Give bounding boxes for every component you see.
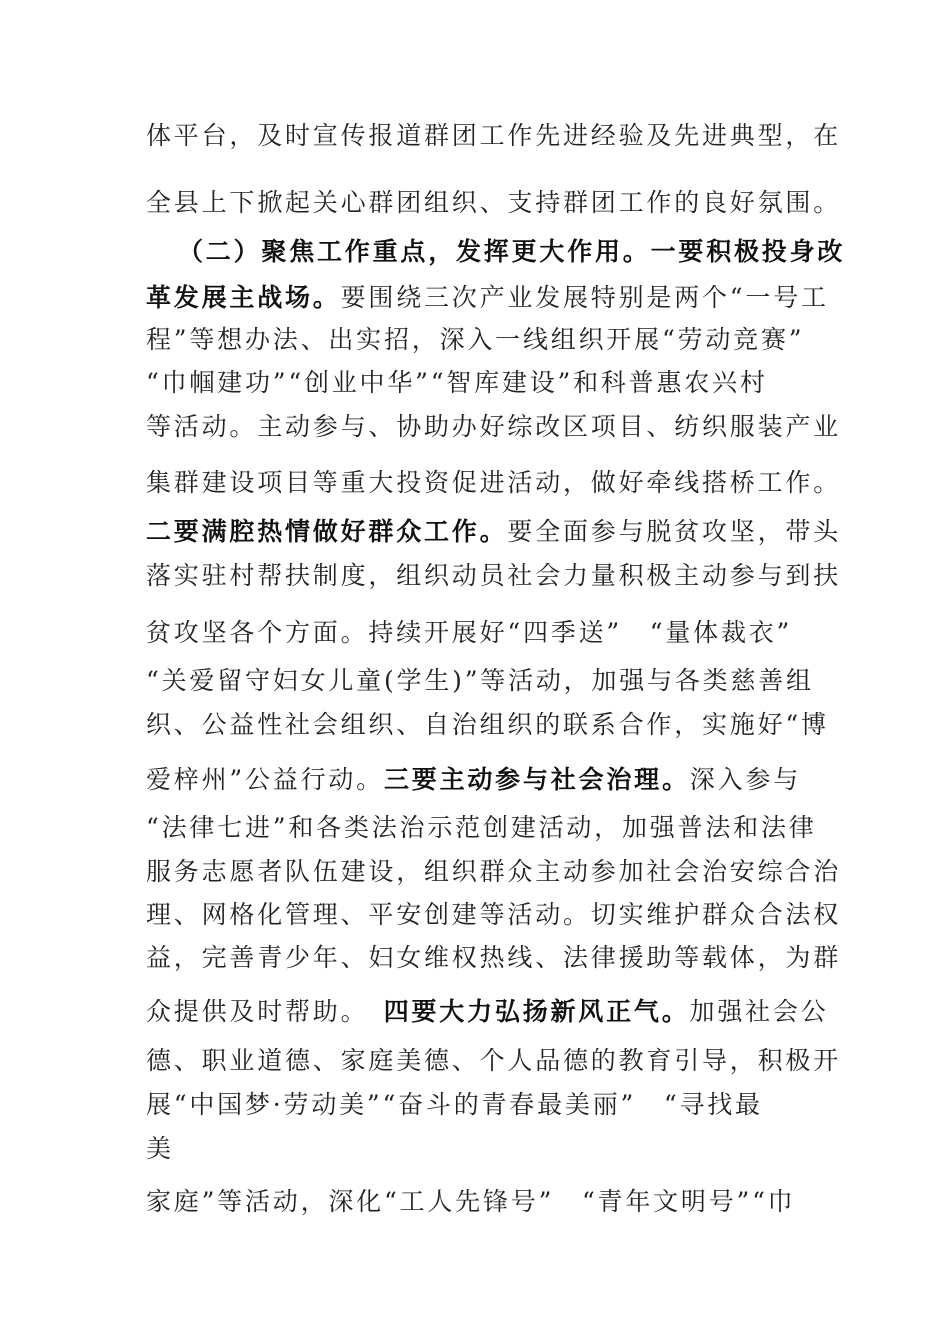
text-run: 等活动。主动参与、协助办好综改区项目、纺织服装产业 bbox=[146, 412, 842, 441]
text-run: 落实驻村帮扶制度，组织动员社会力量积极主动参与到扶 bbox=[146, 561, 842, 590]
text-run: “巾帼建功”“创业中华”“智库建设”和科普惠农兴村 bbox=[146, 368, 768, 397]
text-run: 集群建设项目等重大投资促进活动，做好牵线搭桥工作。 bbox=[146, 468, 842, 497]
text-run: 益，完善青少年、妇女维权热线、法律援助等载体，为群 bbox=[146, 943, 842, 972]
paragraph-line bbox=[146, 900, 841, 930]
paragraph-line bbox=[146, 710, 829, 740]
paragraph-line bbox=[146, 1187, 796, 1217]
text-run: 爱梓州”公益行动。 bbox=[146, 765, 384, 794]
paragraph-line bbox=[146, 666, 814, 696]
section-heading-line bbox=[178, 237, 845, 267]
paragraph-line bbox=[146, 618, 792, 648]
text-run: 全县上下掀起关心群团组织、支持群团工作的良好氛围。 bbox=[146, 188, 842, 217]
text-run: “关爱留守妇女儿童(学生)”等活动，加强与各类慈善组 bbox=[146, 666, 814, 695]
text-run: 要全面参与脱贫攻坚，带头 bbox=[507, 517, 842, 546]
paragraph-line bbox=[146, 857, 841, 887]
text-run: 贫攻坚各个方面。持续开展好“四季送” “量体裁衣” bbox=[146, 618, 793, 647]
paragraph-line bbox=[146, 943, 841, 973]
paragraph-line bbox=[146, 283, 829, 313]
section-heading: （二）聚焦工作重点，发挥更大作用。 bbox=[178, 237, 651, 266]
text-run: “法律七进”和各类法治示范创建活动，加强普法和法律 bbox=[146, 813, 817, 842]
text-run: 家庭”等活动，深化“工人先锋号” “青年文明号”“巾 bbox=[146, 1187, 796, 1216]
paragraph-line bbox=[146, 188, 841, 218]
paragraph-line bbox=[146, 517, 841, 547]
paragraph-line bbox=[146, 325, 804, 355]
paragraph-line bbox=[146, 1090, 763, 1120]
text-run: 深入参与 bbox=[689, 765, 801, 794]
text-run: 程”等想办法、出实招，深入一线组织开展“劳动竞赛” bbox=[146, 325, 805, 354]
paragraph-line bbox=[146, 368, 768, 398]
text-run: 理、网格化管理、平安创建等活动。切实维护群众合法权 bbox=[146, 900, 842, 929]
text-run: 加强社会公 bbox=[689, 997, 829, 1026]
point-heading: 革发展主战场。 bbox=[146, 283, 341, 312]
text-run: 美 bbox=[146, 1134, 174, 1163]
text-run: 众提供及时帮助。 bbox=[146, 997, 384, 1026]
paragraph-line bbox=[146, 468, 841, 498]
paragraph-line bbox=[146, 121, 841, 151]
text-run: 德、职业道德、家庭美德、个人品德的教育引导，积极开 bbox=[146, 1046, 842, 1075]
text-run: 展“中国梦·劳动美”“奋斗的青春最美丽” “寻找最 bbox=[146, 1090, 763, 1119]
paragraph-line bbox=[146, 1046, 841, 1076]
paragraph-line bbox=[146, 765, 801, 795]
text-run: 要围绕三次产业发展特别是两个“一号工 bbox=[340, 283, 829, 312]
text-run: 体平台，及时宣传报道群团工作先进经验及先进典型，在 bbox=[146, 121, 842, 150]
paragraph-line bbox=[146, 412, 841, 442]
point-heading: 四要大力弘扬新风正气。 bbox=[383, 997, 690, 1026]
paragraph-line bbox=[146, 997, 829, 1027]
text-run: 服务志愿者队伍建设，组织群众主动参加社会治安综合治 bbox=[146, 857, 842, 886]
point-heading: 二要满腔热情做好群众工作。 bbox=[146, 517, 508, 546]
paragraph-line bbox=[146, 1134, 174, 1164]
text-run: 织、公益性社会组织、自治组织的联系合作，实施好“博 bbox=[146, 710, 829, 739]
paragraph-line bbox=[146, 561, 841, 591]
point-heading: 一要积极投身改 bbox=[650, 237, 846, 266]
point-heading: 三要主动参与社会治理。 bbox=[383, 765, 690, 794]
paragraph-line bbox=[146, 813, 817, 843]
